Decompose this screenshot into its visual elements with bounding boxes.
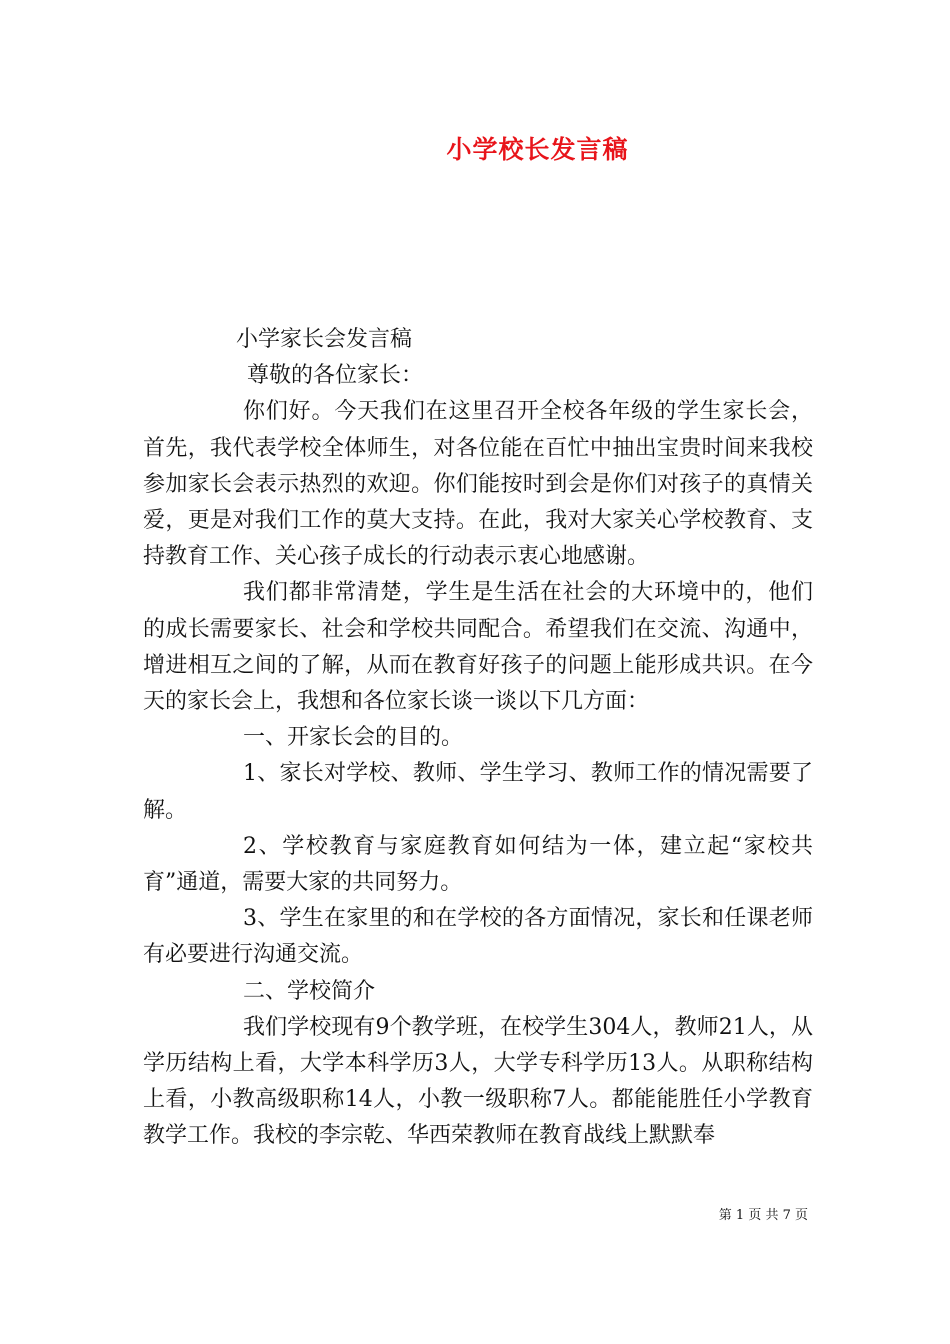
list-item-3: 3、学生在家里的和在学校的各方面情况，家长和任课老师有必要进行沟通交流。	[143, 906, 813, 968]
list-item-1: 1、家长对学校、教师、学生学习、教师工作的情况需要了解。	[143, 761, 813, 823]
document-title: 小学校长发言稿	[446, 135, 629, 164]
page-number-footer: 第 1 页 共 7 页	[718, 1208, 808, 1223]
paragraph-welcome: 你们好。今天我们在这里召开全校各年级的学生家长会，首先，我代表学校全体师生，对各位能在百忙中抽出宝贵时间来我校参加家长会表示热烈的欢迎。你们能按时到会是你们对孩子的真情关爱，更是对我们工作的莫大支持。在此，我对大家关心学校教育、支持教育工作、关心孩子成长的行动表示衷心地感谢。	[143, 399, 813, 570]
paragraph-cooperation: 我们都非常清楚，学生是生活在社会的大环境中的，他们的成长需要家长、社会和学校共同配合。希望我们在交流、沟通中，增进相互之间的了解，从而在教育好孩子的问题上能形成共识。在今天的家长会上，我想和各位家长谈一谈以下几方面：	[143, 580, 813, 715]
paragraph-school-intro: 我们学校现有9个教学班，在校学生304人，教师21人，从学历结构上看，大学本科学历3人，大学专科学历13人。从职称结构上看，小教高级职称14人，小教一级职称7人。都能能胜任小学教育教学工作。我校的李宗乾、华西荣教师在教育战线上默默奉	[143, 1014, 813, 1149]
section-heading-purpose: 一、开家长会的目的。	[243, 725, 464, 751]
document-body	[143, 322, 813, 1155]
paragraph-greeting: 尊敬的各位家长：	[247, 363, 424, 389]
section-heading-school-intro: 二、学校简介	[243, 978, 376, 1004]
list-item-2: 2、学校教育与家庭教育如何结为一体，建立起“家校共育”通道，需要大家的共同努力。	[143, 833, 813, 896]
paragraph-subtitle: 小学家长会发言稿	[236, 327, 413, 352]
